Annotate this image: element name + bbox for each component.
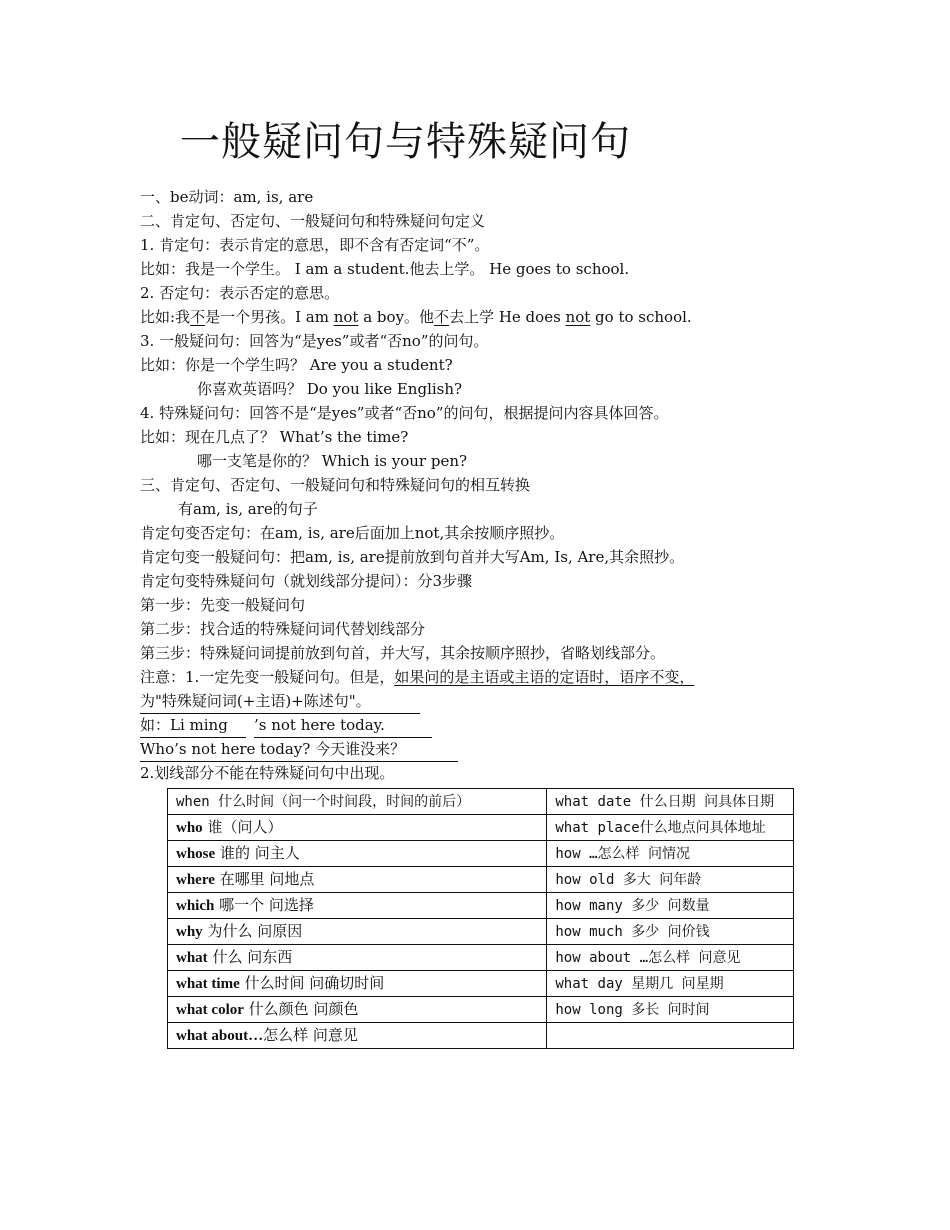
example-special-question-1: 比如：现在几点了？ What’s the time? [140,428,409,446]
note-example-2: Who’s not here today? 今天谁没来？ [140,738,458,762]
question-word-cell [168,893,547,919]
underlined-word: not [565,308,591,326]
section-2-heading: 二、肯定句、否定句、一般疑问句和特殊疑问句定义 [140,212,486,230]
question-phrase-cell: how many 多少 问数量 [547,893,794,919]
section-3-heading: 三、肯定句、否定句、一般疑问句和特殊疑问句的相互转换 [140,476,531,494]
table-row [168,841,794,867]
question-word-meaning: 怎么样 问意见 [263,1026,358,1044]
question-phrase-cell [547,1023,794,1049]
question-word-meaning: when 什么时间（问一个时间段，时间的前后） [176,794,471,810]
step-3: 第三步：特殊疑问词提前放到句首，并大写，其余按顺序照抄，省略划线部分。 [140,644,666,662]
definition-general-question: 3. 一般疑问句：回答为“是yes”或者“否no”的问句。 [140,332,489,350]
table-row [168,971,794,997]
underlined-word: 不 [190,308,206,326]
example-negative: 比如:我不是一个男孩。I am not a boy。他不去上学 He does not go to school. [140,308,692,326]
question-word-meaning: 什么 问东西 [207,948,293,966]
question-phrase-cell: what date 什么日期 问具体日期 [547,789,794,815]
question-phrase-cell: how old 多大 问年龄 [547,867,794,893]
underlined-word: not [333,308,359,326]
question-word: what time [176,976,240,992]
question-word-meaning: 为什么 问原因 [202,922,303,940]
question-phrase-cell: what place什么地点问具体地址 [547,815,794,841]
table-row [168,919,794,945]
question-words-table [167,788,794,1049]
table-row [168,789,794,815]
question-word: which [176,898,215,914]
table-row [168,893,794,919]
question-word-cell [168,867,547,893]
table-row [168,815,794,841]
question-phrase-cell: how …怎么样 问情况 [547,841,794,867]
question-word: what [176,950,208,966]
document-title: 一般疑问句与特殊疑问句 [180,119,631,165]
table-row [168,945,794,971]
question-phrase-cell: how about …怎么样 问意见 [547,945,794,971]
question-word-cell [168,971,547,997]
underlined-note: 如果问的是主语或主语的定语时，语序不变， [394,668,695,686]
step-1: 第一步：先变一般疑问句 [140,596,306,614]
question-word-cell [168,919,547,945]
question-word: who [176,820,203,836]
note-example-1: 如：Li ming’s not here today. [140,714,432,738]
table-row [168,867,794,893]
question-word-meaning: 什么颜色 问颜色 [243,1000,359,1018]
rule-to-special-question: 肯定句变特殊疑问句（就划线部分提问）：分3步骤 [140,572,473,590]
note-2: 2.划线部分不能在特殊疑问句中出现。 [140,764,395,782]
definition-negative: 2. 否定句：表示否定的意思。 [140,284,340,302]
subheading-be-verbs: 有am, is, are的句子 [178,500,318,518]
example-special-question-2: 哪一支笔是你的？ Which is your pen? [197,452,468,470]
question-word-cell [168,1023,547,1049]
rule-to-negative: 肯定句变否定句：在am, is, are后面加上not,其余按顺序照抄。 [140,524,565,542]
question-word-cell [168,815,547,841]
question-word: where [176,872,215,888]
question-word-cell [168,841,547,867]
question-word-meaning: 什么时间 问确切时间 [239,974,385,992]
example-general-question-2: 你喜欢英语吗？ Do you like English? [197,380,463,398]
table-row [168,1023,794,1049]
question-word-cell [168,789,547,815]
question-word-cell [168,997,547,1023]
question-word-meaning: 在哪里 问地点 [214,870,315,888]
question-phrase-cell: what day 星期几 问星期 [547,971,794,997]
question-phrase-cell: how long 多长 问时间 [547,997,794,1023]
question-word-meaning: 谁（问人） [202,818,283,836]
note-line-2: 为"特殊疑问词(+主语)+陈述句"。 [140,690,810,714]
example-general-question-1: 比如：你是一个学生吗？ Are you a student? [140,356,453,374]
question-word: what about… [176,1028,264,1044]
question-phrase-cell: how much 多少 问价钱 [547,919,794,945]
question-word-meaning: 哪一个 问选择 [214,896,314,914]
question-word-cell [168,945,547,971]
rule-to-general-question: 肯定句变一般疑问句：把am, is, are提前放到句首并大写Am, Is, Are,其余照抄。 [140,548,685,566]
question-word: whose [176,846,216,862]
example-affirmative: 比如：我是一个学生。 I am a student.他去上学。 He goes to school. [140,260,630,278]
table-row [168,997,794,1023]
question-word-meaning: 谁的 问主人 [215,844,300,862]
definition-affirmative: 1. 肯定句：表示肯定的意思，即不含有否定词“不”。 [140,236,490,254]
section-1-heading: 一、be动词：am, is, are [140,188,314,206]
definition-special-question: 4. 特殊疑问句：回答不是“是yes”或者“否no”的问句，根据提问内容具体回答。 [140,404,669,422]
question-word: why [176,924,203,940]
note-line-1: 注意：1.一定先变一般疑问句。但是，如果问的是主语或主语的定语时，语序不变， [140,668,695,686]
step-2: 第二步：找合适的特殊疑问词代替划线部分 [140,620,426,638]
underlined-word: 不 [434,308,450,326]
question-word: what color [176,1002,244,1018]
